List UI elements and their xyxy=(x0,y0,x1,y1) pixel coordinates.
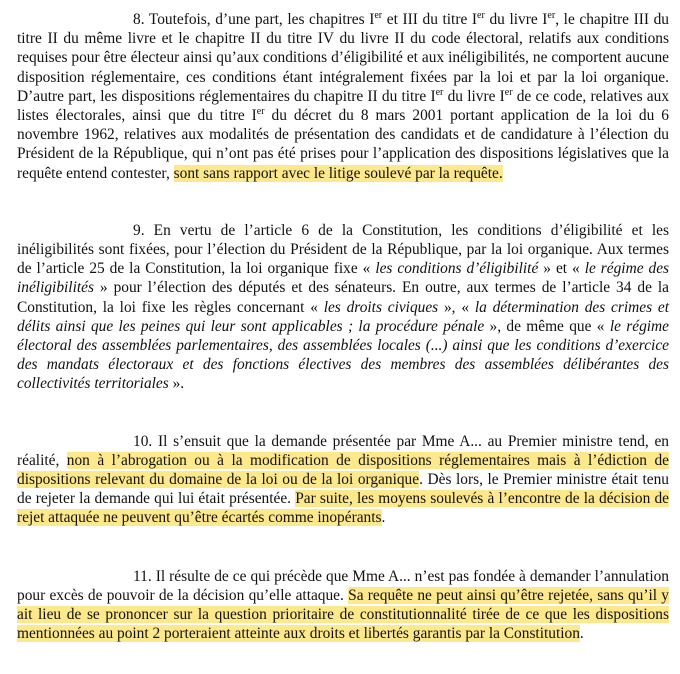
text-segment: », « xyxy=(438,298,475,316)
text-segment: 8. Toutefois, d’une part, les chapitres I xyxy=(133,11,375,28)
highlighted-text: Sa requête ne peut ainsi qu’être rejetée, sans qu’il y ait lieu de se prononcer sur la question prioritaire de constitutionnalité tirée de ce que les dispositions mentionnées au point 2 porteraient atteinte aux droits et libertés garantis par la Constitution xyxy=(17,586,670,643)
text-segment: 11. Il résulte de ce qui précède que Mme A... n’est pas fondée à demander l’annulation pour excès de pouvoir de la décision qu’elle attaque. xyxy=(17,567,669,604)
text-segment: » pour l’élection des députés et des sénateurs. En outre, aux termes de l’article 34 de la Constitution, la loi fixe les règles concernant « xyxy=(17,279,669,316)
highlighted-text: Par suite, les moyens soulevés à l’encontre de la décision de rejet attaquée ne peuvent qu’être écartés comme inopérants xyxy=(17,490,669,527)
highlighted-text: sont sans rapport avec le litige soulevé par la requête. xyxy=(173,164,503,182)
text-segment: ». xyxy=(168,375,185,393)
text-segment: . xyxy=(381,509,386,527)
text-segment: 10. Il s’ensuit que la demande présentée par Mme A... au Premier ministre tend, en réalité, xyxy=(17,432,669,469)
text-segment: », de même que « xyxy=(484,317,610,335)
text-segment: de ce code, relatives aux listes électorales, ainsi que du titre I xyxy=(17,87,670,125)
text-segment: . xyxy=(579,625,584,643)
paragraph-8 xyxy=(17,10,669,183)
superscript: er xyxy=(435,86,444,98)
text-segment: , le chapitre III du titre II du même livre et le chapitre II du titre IV du livre II du code électoral, relatifs aux conditions requises pour être électeur ainsi qu’aux conditions d’éligibilité et aux inéligibilités, ne comportent aucune disposition réglementaire, ces conditions étant intégralement fixées par la loi et par la loi organique. D’autre part, les dispositions réglementaires du chapitre II du titre I xyxy=(17,11,669,105)
paragraph-11 xyxy=(17,567,669,644)
text-segment: du livre I xyxy=(443,87,505,105)
quoted-text: les conditions d’éligibilité xyxy=(375,260,539,278)
quoted-text: la détermination des crimes et délits ainsi que les peines qui leur sont applicables ; la procédure pénale xyxy=(17,298,669,335)
highlighted-text: non à l’abrogation ou à la modification de dispositions réglementaires mais à l’édiction de dispositions relevant du domaine de la loi ou de la loi organique xyxy=(17,451,669,489)
paragraph-9 xyxy=(17,221,669,394)
quoted-text: les droits civiques xyxy=(323,298,439,316)
quoted-text: le régime électoral des assemblées parlementaires, des assemblées locales (...) ainsi que les conditions d’exercice des mandats électoraux et des fonctions électives des membres des assemblées délibérantes des collectivités territoriales xyxy=(17,317,669,393)
document-body xyxy=(17,10,669,643)
text-segment: et III du titre I xyxy=(382,11,478,28)
superscript: er xyxy=(547,10,556,21)
superscript: er xyxy=(256,106,265,118)
text-segment: 9. En vertu de l’article 6 de la Constitution, les conditions d’éligibilité et les inéligibilités sont fixées, pour l’élection du Président de la République, par la loi organique. Aux termes de l’article 25 de la Constitution, la loi organique fixe « xyxy=(17,221,669,278)
quoted-text: le régime des inéligibilités xyxy=(17,260,670,297)
superscript: er xyxy=(374,10,383,21)
text-segment: . Dès lors, le Premier ministre était tenu de rejeter la demande qui lui était présentée. xyxy=(17,471,669,508)
superscript: er xyxy=(504,86,513,98)
text-segment: du livre I xyxy=(484,11,548,28)
superscript: er xyxy=(477,10,485,21)
paragraph-10 xyxy=(17,432,669,528)
text-segment: » et « xyxy=(538,260,585,278)
text-segment: du décret du 8 mars 2001 portant application de la loi du 6 novembre 1962, relatives aux modalités de présentation des candidats et de candidature à l’élection du Président de la République, qui n’ont pas été prises pour l’application des dispositions législatives que la requête entend contester, xyxy=(17,107,669,182)
